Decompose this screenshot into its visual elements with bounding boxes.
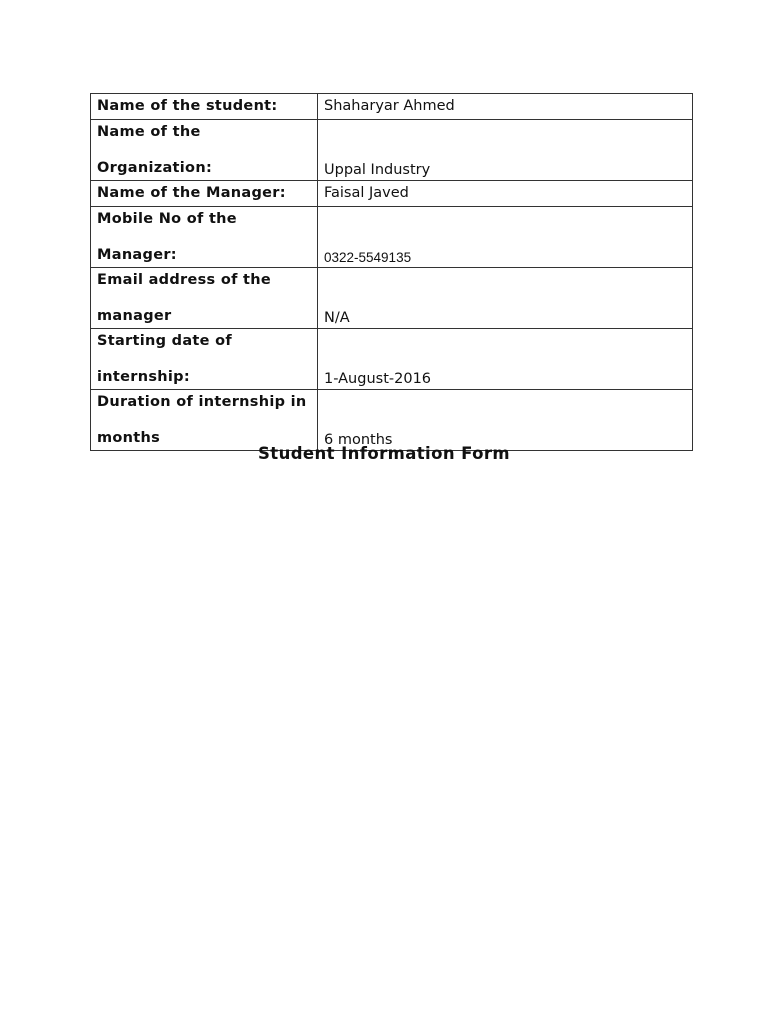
value-cell	[318, 268, 693, 329]
value-cell	[318, 207, 693, 268]
table-row-start-date	[91, 329, 693, 390]
label-cell	[91, 390, 318, 451]
label-cell	[91, 120, 318, 181]
table-row-manager-mobile	[91, 207, 693, 268]
table-row-student-name	[91, 94, 693, 120]
email-label-line1: Email address of the	[97, 272, 272, 288]
value-cell	[318, 390, 693, 451]
manager-name-label: Name of the Manager:	[97, 185, 286, 201]
start-date-label-line2: internship:	[97, 369, 190, 385]
mobile-value: 0322-5549135	[324, 250, 412, 265]
email-label-line2: manager	[97, 308, 172, 324]
label-cell	[91, 268, 318, 329]
organization-value: Uppal Industry	[324, 162, 431, 178]
label-cell	[91, 181, 318, 207]
organization-label-line2: Organization:	[97, 160, 213, 176]
start-date-label-line1: Starting date of	[97, 333, 233, 349]
value-cell	[318, 181, 693, 207]
mobile-label-line1: Mobile No of the	[97, 211, 237, 227]
organization-label-line1: Name of the	[97, 124, 201, 140]
mobile-label-line2: Manager:	[97, 247, 177, 263]
value-cell	[318, 94, 693, 120]
value-cell	[318, 120, 693, 181]
email-value: N/A	[324, 310, 350, 326]
student-info-table	[90, 93, 693, 451]
label-cell	[91, 207, 318, 268]
table-row-duration	[91, 390, 693, 451]
label-cell	[91, 94, 318, 120]
student-name-label: Name of the student:	[97, 98, 278, 114]
label-cell	[91, 329, 318, 390]
value-cell	[318, 329, 693, 390]
duration-label-line2: months	[97, 430, 161, 446]
manager-name-value: Faisal Javed	[324, 185, 409, 201]
start-date-value: 1-August-2016	[324, 371, 432, 387]
duration-label-line1: Duration of internship in	[97, 394, 307, 410]
student-name-value: Shaharyar Ahmed	[324, 98, 455, 114]
table-row-manager-email	[91, 268, 693, 329]
duration-value: 6 months	[324, 432, 393, 448]
form-title: Student Information Form	[258, 444, 510, 463]
table-row-manager-name	[91, 181, 693, 207]
table-row-organization	[91, 120, 693, 181]
